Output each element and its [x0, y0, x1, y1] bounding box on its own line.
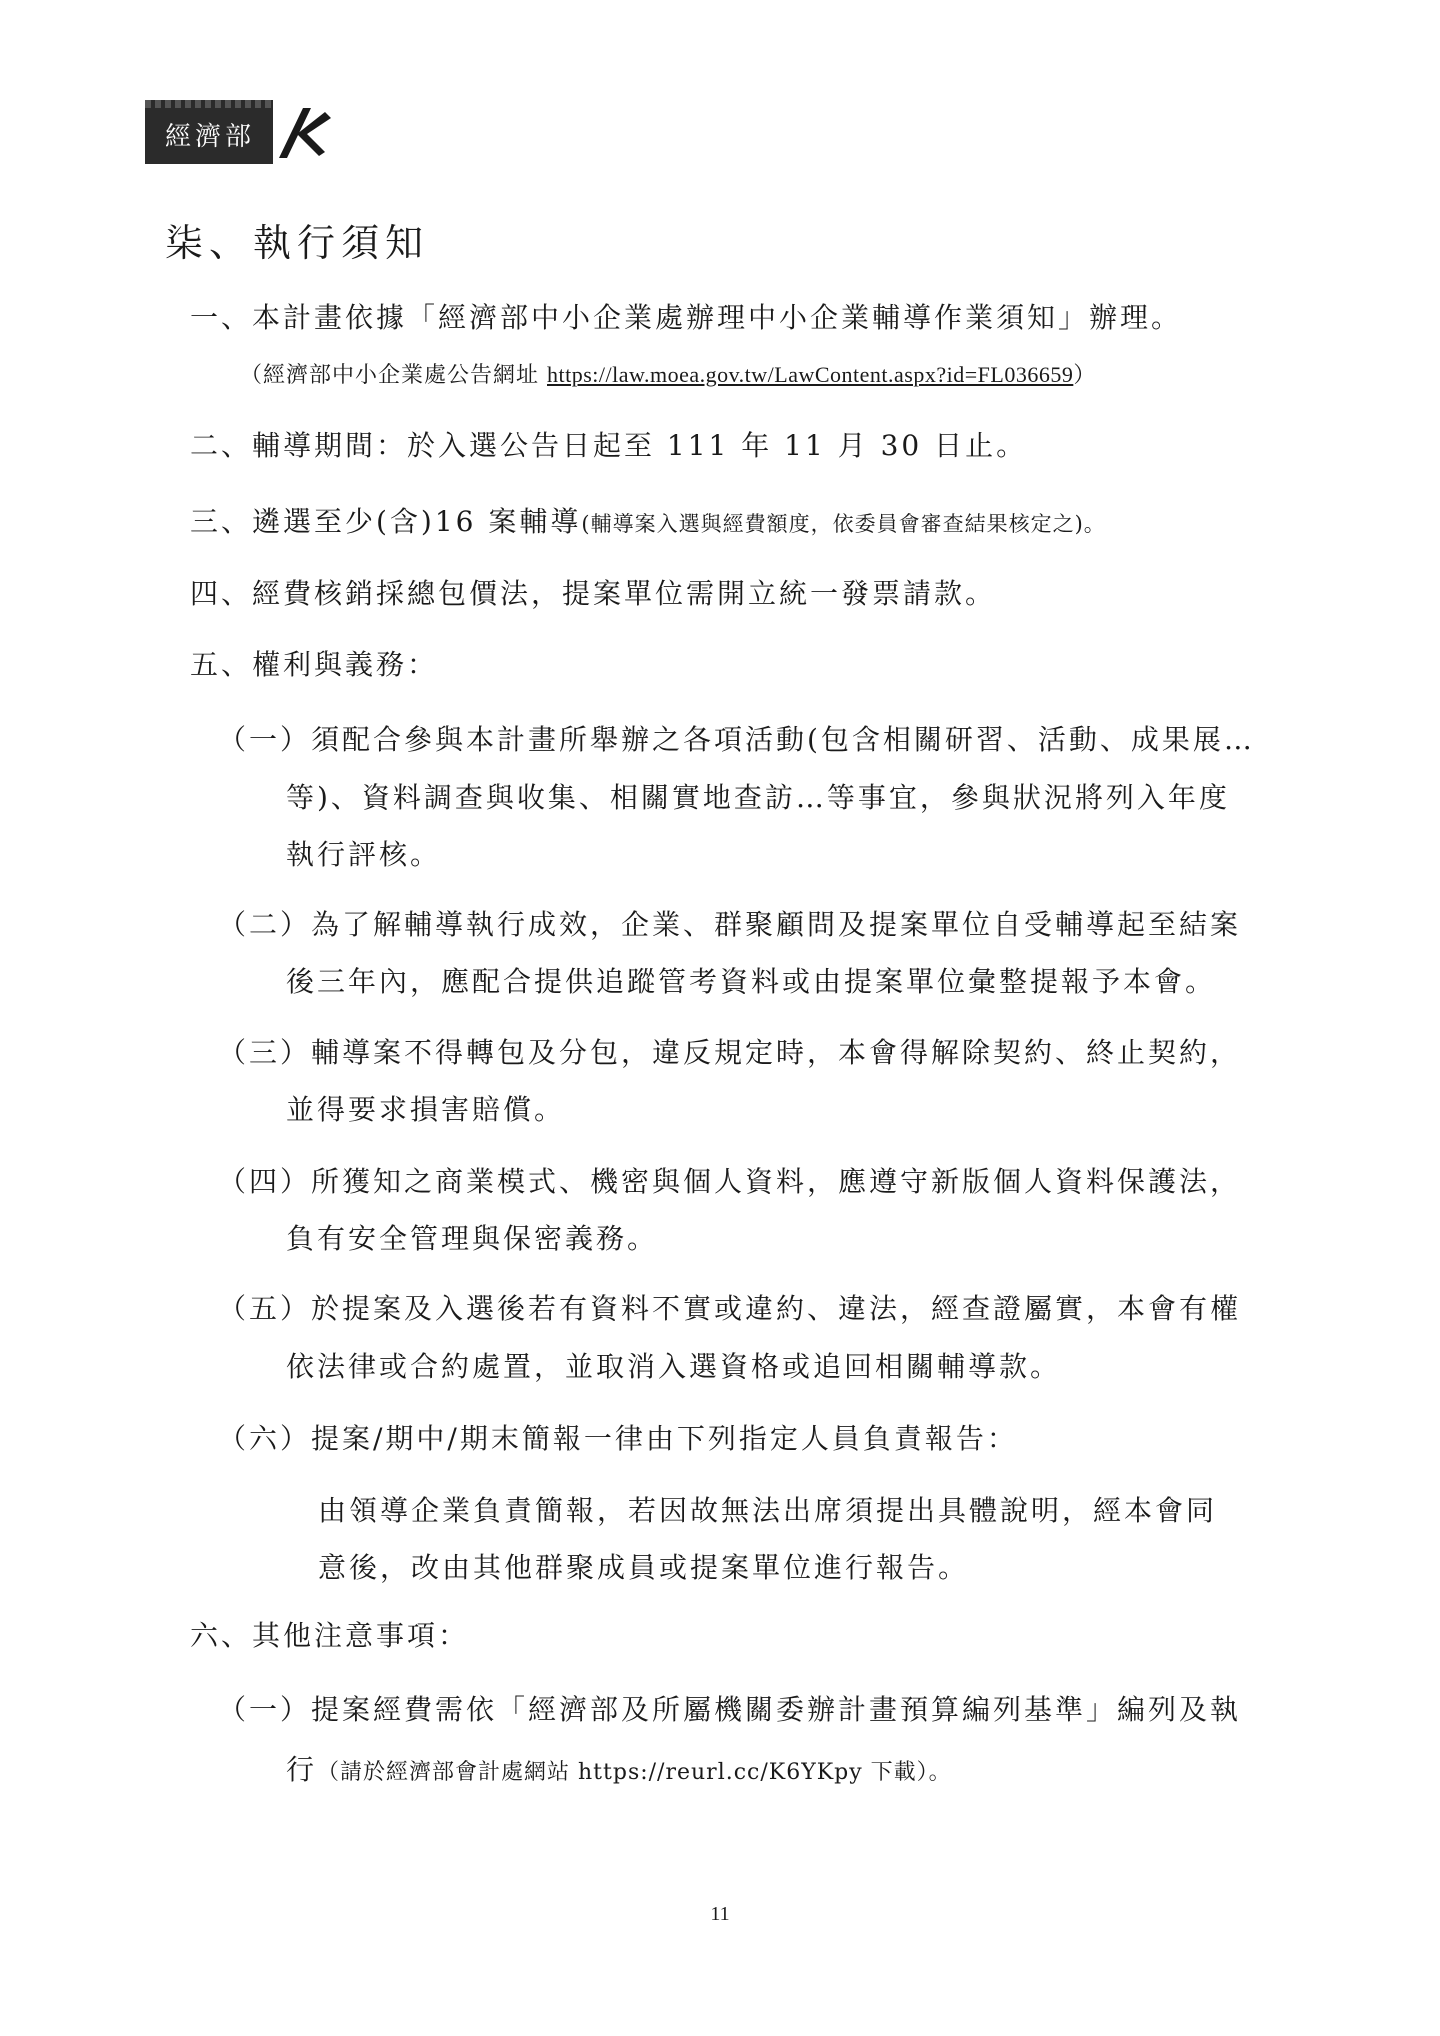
- item-5-3-line-1: （三）輔導案不得轉包及分包，違反規定時，本會得解除契約、終止契約，: [218, 1036, 1242, 1069]
- item-6-1-line-1: （一）提案經費需依「經濟部及所屬機關委辦計畫預算編列基準」編列及執: [218, 1693, 1242, 1726]
- item-6-1-line-2-start: 行: [286, 1753, 318, 1786]
- item-3: [190, 500, 1106, 540]
- item-5-4-line-1: （四）所獲知之商業模式、機密與個人資料，應遵守新版個人資料保護法，: [218, 1165, 1242, 1198]
- ministry-logo: [145, 100, 339, 164]
- item-5-3-line-2: 並得要求損害賠償。: [286, 1093, 566, 1126]
- item-1-note-suffix: ）: [1073, 363, 1097, 388]
- item-2-text: 二、輔導期間：於入選公告日起至 111 年 11 月 30 日止。: [190, 429, 1028, 462]
- item-5-5-line-1: （五）於提案及入選後若有資料不實或違約、違法，經查證屬實，本會有權: [218, 1292, 1242, 1325]
- item-1-note-prefix: （經濟部中小企業處公告網址: [240, 363, 547, 388]
- item-1-text: 一、本計畫依據「經濟部中小企業處辦理中小企業輔導作業須知」辦理。: [190, 301, 1183, 334]
- item-5-2-line-1: （二）為了解輔導執行成效，企業、群聚顧問及提案單位自受輔導起至結案: [218, 908, 1242, 941]
- item-5-6-paragraph-line-1: 由領導企業負責簡報，若因故無法出席須提出具體說明，經本會同: [318, 1494, 1218, 1527]
- logo-text: 經濟部: [145, 100, 273, 164]
- item-6-heading: 六、其他注意事項：: [190, 1619, 470, 1652]
- item-5-1-line-1: （一）須配合參與本計畫所舉辦之各項活動(包含相關研習、活動、成果展…: [218, 723, 1255, 756]
- item-5-4-line-2: 負有安全管理與保密義務。: [286, 1222, 659, 1255]
- item-3-note: (輔導案入選與經費額度，依委員會審查結果核定之)。: [581, 512, 1106, 536]
- page-number: 11: [710, 1903, 730, 1925]
- item-5-2-line-2: 後三年內，應配合提供追蹤管考資料或由提案單位彙整提報予本會。: [286, 965, 1217, 998]
- item-6-1-note: （請於經濟部會計處網站 https://reurl.cc/K6YKpy 下載）。: [317, 1760, 952, 1785]
- regulation-link[interactable]: https://law.moea.gov.tw/LawContent.aspx?id=FL036659: [547, 362, 1074, 387]
- item-1-note: [240, 358, 1096, 389]
- item-3-text: 三、遴選至少(含)16 案輔導: [190, 505, 582, 538]
- item-5-1-line-3: 執行評核。: [286, 838, 442, 871]
- section-title: 柒、執行須知: [165, 221, 430, 265]
- item-5-heading: 五、權利與義務：: [190, 648, 439, 681]
- item-6-1-line-2: [286, 1748, 952, 1788]
- moea-emblem-icon: [273, 100, 339, 164]
- item-5-5-line-2: 依法律或合約處置，並取消入選資格或追回相關輔導款。: [286, 1350, 1062, 1383]
- item-5-6-line-1: （六）提案/期中/期末簡報一律由下列指定人員負責報告：: [218, 1422, 1018, 1455]
- item-4-text: 四、經費核銷採總包價法，提案單位需開立統一發票請款。: [190, 577, 997, 610]
- item-5-6-paragraph-line-2: 意後，改由其他群聚成員或提案單位進行報告。: [318, 1551, 970, 1584]
- item-5-1-line-2: 等)、資料調查與收集、相關實地查訪…等事宜，參與狀況將列入年度: [286, 781, 1230, 814]
